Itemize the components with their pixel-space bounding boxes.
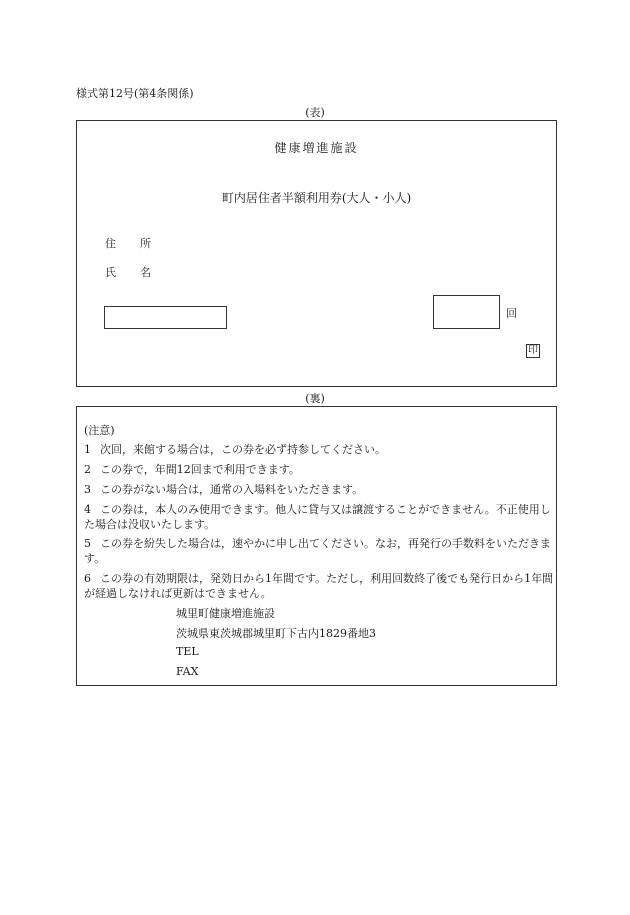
address-label-char-1: 住 <box>105 237 116 250</box>
facility-title: 健康増進施設 <box>274 141 359 155</box>
note-number: 2 <box>84 463 91 476</box>
note-item <box>84 536 554 566</box>
note-text: この券の有効期限は，発効日から1年間です。ただし，利用回数終了後でも発行日から1年間が経過しなければ更新はできません。 <box>84 572 554 600</box>
note-text: この券を紛失した場合は，速やかに申し出てください。なお，再発行の手数料をいただきます。 <box>84 537 551 565</box>
note-text: この券がない場合は，通常の入場料をいただきます。 <box>100 483 364 496</box>
name-label <box>105 264 151 280</box>
back-side-label: (裏) <box>305 392 325 405</box>
note-item <box>84 482 554 497</box>
note-number: 4 <box>84 503 91 516</box>
contact-tel: TEL <box>176 645 199 658</box>
contact-address: 茨城県東茨城郡城里町下古内1829番地3 <box>176 627 376 640</box>
name-label-char-2: 名 <box>140 266 151 279</box>
contact-fax: FAX <box>176 665 199 678</box>
name-label-char-1: 氏 <box>105 266 116 279</box>
note-item <box>84 571 554 601</box>
note-item <box>84 442 554 457</box>
notes-heading: (注意) <box>84 424 115 437</box>
address-label-char-2: 所 <box>140 237 151 250</box>
usage-count-box[interactable] <box>433 295 500 329</box>
ticket-number-box[interactable] <box>104 306 227 329</box>
note-number: 1 <box>84 443 91 456</box>
note-number: 6 <box>84 572 91 585</box>
note-text: この券は，本人のみ使用できます。他人に貸与又は譲渡することができません。不正使用した場合は没収いたします。 <box>84 503 551 531</box>
note-number: 3 <box>84 483 91 496</box>
note-item <box>84 462 554 477</box>
ticket-front <box>76 120 557 387</box>
address-label <box>105 235 151 251</box>
usage-count-unit: 回 <box>506 307 517 320</box>
seal-mark: 印 <box>528 345 538 356</box>
front-side-label: (表) <box>305 106 325 119</box>
form-number: 様式第12号(第4条関係) <box>76 87 194 100</box>
note-text: 次回，来館する場合は，この券を必ず持参してください。 <box>100 443 386 456</box>
ticket-back <box>76 406 557 686</box>
ticket-title: 町内居住者半額利用券(大人・小人) <box>221 191 412 205</box>
note-number: 5 <box>84 537 91 550</box>
note-text: この券で，年間12回まで利用できます。 <box>100 463 300 476</box>
contact-facility-name: 城里町健康増進施設 <box>176 607 275 620</box>
note-item <box>84 502 554 532</box>
